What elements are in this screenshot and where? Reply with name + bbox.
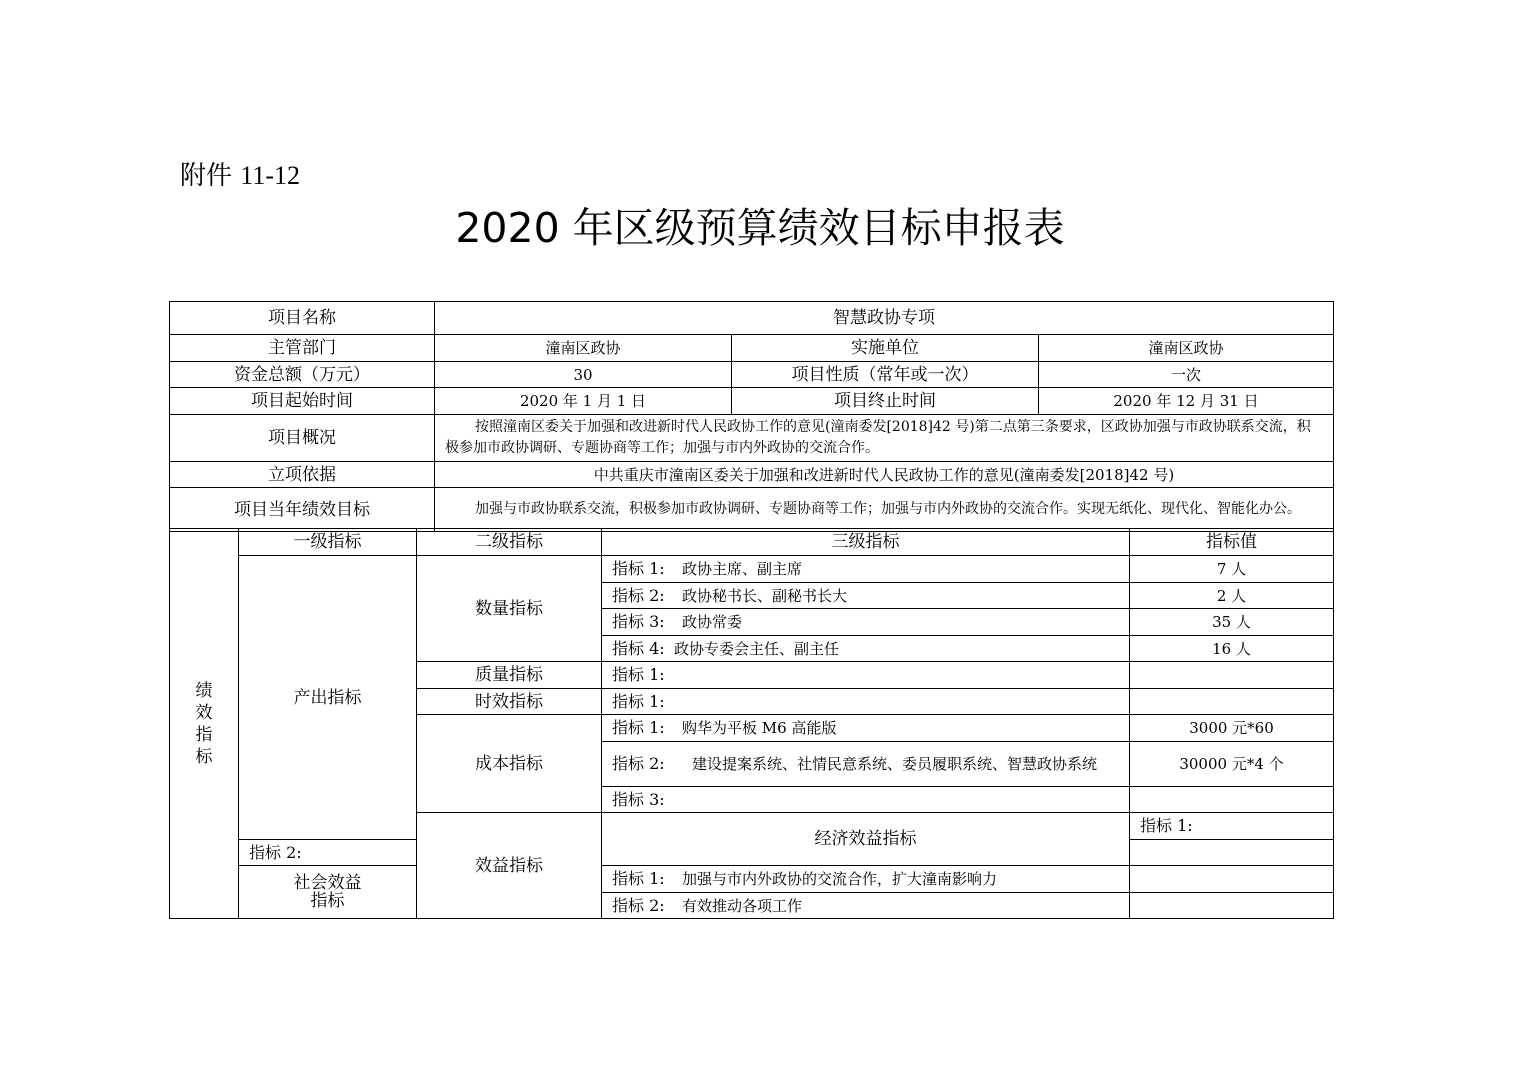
end-value: 2020 年 12 月 31 日 (1039, 388, 1334, 415)
cost-value-2: 30000 元*4 个 (1130, 742, 1334, 787)
col-value-header: 指标值 (1130, 529, 1334, 556)
fund-value: 30 (435, 362, 732, 388)
economic-value-2 (1130, 840, 1334, 866)
output-indicator-label: 产出指标 (239, 556, 417, 840)
quality-indicator-label: 质量指标 (417, 662, 602, 689)
col-level1-header: 一级指标 (239, 529, 417, 556)
social-row-1: 指标 1: 加强与市内外政协的交流合作，扩大潼南影响力 (602, 866, 1130, 893)
indicator-table (169, 528, 1334, 919)
table-row (170, 302, 1334, 335)
economic-row-1: 指标 1: (1130, 813, 1334, 840)
project-name-label: 项目名称 (170, 302, 435, 335)
table-row (170, 415, 1334, 462)
cost-row-2: 指标 2: 建设提案系统、社情民意系统、委员履职系统、智慧政协系统 (602, 742, 1130, 787)
end-label: 项目终止时间 (732, 388, 1039, 415)
social-value-1 (1130, 866, 1334, 893)
impl-value: 潼南区政协 (1039, 335, 1334, 362)
goal-label: 项目当年绩效目标 (170, 488, 435, 532)
timeliness-indicator-label: 时效指标 (417, 689, 602, 715)
table-row (170, 462, 1334, 488)
basis-value: 中共重庆市潼南区委关于加强和改进新时代人民政协工作的意见(潼南委发[2018]42 号) (435, 462, 1334, 488)
table-row (170, 866, 1334, 893)
dept-value: 潼南区政协 (435, 335, 732, 362)
col-level2-header: 二级指标 (417, 529, 602, 556)
quantity-row-1: 指标 1: 政协主席、副主席 (602, 556, 1130, 583)
attachment-label (180, 155, 300, 192)
dept-label: 主管部门 (170, 335, 435, 362)
quantity-row-3: 指标 3: 政协常委 (602, 609, 1130, 636)
social-row-2: 指标 2: 有效推动各项工作 (602, 893, 1130, 919)
table-row (170, 488, 1334, 532)
quantity-value-2: 2 人 (1130, 583, 1334, 609)
basis-label: 立项依据 (170, 462, 435, 488)
attachment-number: 11-12 (240, 161, 300, 190)
quantity-value-3: 35 人 (1130, 609, 1334, 636)
social-indicator-label: 社会效益指标 (239, 866, 417, 919)
goal-value: 加强与市政协联系交流，积极参加市政协调研、专题协商等工作；加强与市内外政协的交流合作。实现无纸化、现代化、智能化办公。 (435, 488, 1334, 532)
start-value: 2020 年 1 月 1 日 (435, 388, 732, 415)
project-name-value: 智慧政协专项 (435, 302, 1334, 335)
cost-value-3 (1130, 787, 1334, 813)
timeliness-row-1: 指标 1: (602, 689, 1130, 715)
quantity-row-2: 指标 2: 政协秘书长、副秘书长大 (602, 583, 1130, 609)
overview-value: 按照潼南区委关于加强和改进新时代人民政协工作的意见(潼南委发[2018]42 号)第二点第三条要求，区政协加强与市政协联系交流，积极参加市政协调研、专题协商等工作；加强与市内外政协的交流合作。 (435, 415, 1334, 462)
social-value-2 (1130, 893, 1334, 919)
economic-indicator-label: 经济效益指标 (602, 813, 1130, 866)
cost-row-3: 指标 3: (602, 787, 1130, 813)
table-row (170, 529, 1334, 556)
table-row (170, 335, 1334, 362)
quantity-value-1: 7 人 (1130, 556, 1334, 583)
quality-row-1: 指标 1: (602, 662, 1130, 689)
start-label: 项目起始时间 (170, 388, 435, 415)
quantity-row-4: 指标 4: 政协专委会主任、副主任 (602, 636, 1130, 662)
quality-value-1 (1130, 662, 1334, 689)
nature-value: 一次 (1039, 362, 1334, 388)
cost-value-1: 3000 元*60 (1130, 715, 1334, 742)
nature-label: 项目性质（常年或一次） (732, 362, 1039, 388)
col-level3-header: 三级指标 (602, 529, 1130, 556)
performance-side-label: 绩 效 指 标 (170, 529, 239, 919)
table-row (170, 388, 1334, 415)
cost-indicator-label: 成本指标 (417, 715, 602, 813)
project-info-table (169, 301, 1334, 532)
impl-label: 实施单位 (732, 335, 1039, 362)
attachment-prefix: 附件 (180, 161, 233, 191)
page-title: 2020 年区级预算绩效目标申报表 (455, 204, 1065, 252)
quantity-value-4: 16 人 (1130, 636, 1334, 662)
benefit-indicator-label: 效益指标 (417, 813, 602, 919)
overview-label: 项目概况 (170, 415, 435, 462)
table-row (170, 362, 1334, 388)
table-row (170, 556, 1334, 583)
cost-row-1: 指标 1: 购华为平板 M6 高能版 (602, 715, 1130, 742)
timeliness-value-1 (1130, 689, 1334, 715)
fund-label: 资金总额（万元） (170, 362, 435, 388)
economic-row-2: 指标 2: (239, 840, 417, 866)
quantity-indicator-label: 数量指标 (417, 556, 602, 662)
